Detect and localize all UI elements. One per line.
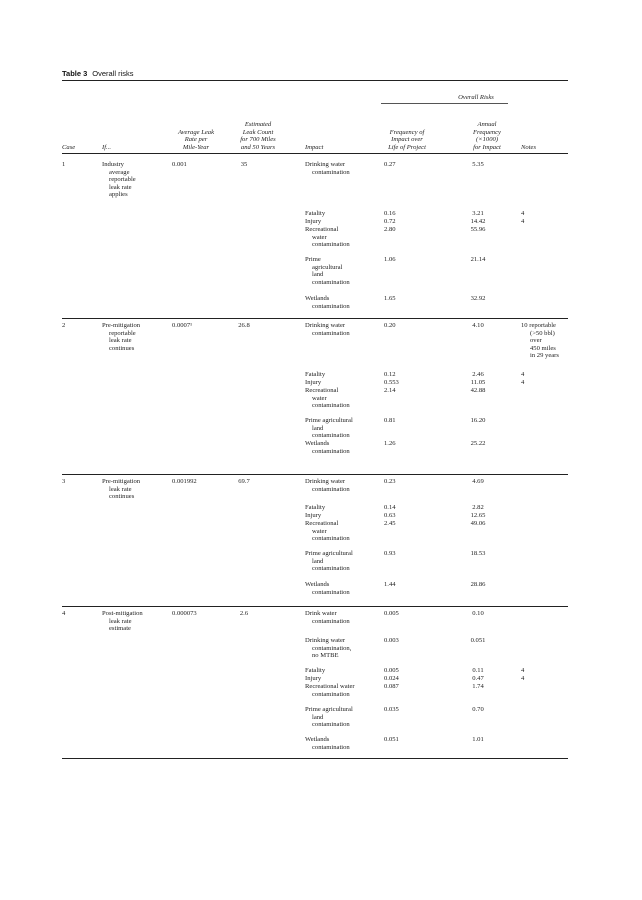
impact-annual-frequency: 1.74 <box>472 683 484 690</box>
impact-label: Drinking water <box>305 637 346 644</box>
case-note: 450 miles <box>530 344 556 352</box>
case-leak-count: 26.8 <box>238 322 250 329</box>
impact-label: Prime agricultural <box>305 417 353 424</box>
impact-label: Recreational water <box>305 683 355 690</box>
header-rule <box>62 153 568 154</box>
impact-annual-frequency: 32.92 <box>470 295 486 302</box>
impact-frequency: 2.14 <box>384 387 396 394</box>
header-freq-life-2: Life of Project <box>388 144 426 151</box>
impact-note: 4 <box>521 379 525 386</box>
impact-label: no MTBE <box>312 652 339 660</box>
impact-annual-frequency: 0.10 <box>472 610 484 617</box>
impact-label: agricultural <box>312 263 343 271</box>
case-number: 1 <box>62 161 66 168</box>
impact-label: land <box>312 713 324 721</box>
impact-annual-frequency: 3.21 <box>472 210 484 217</box>
case-condition: Industry <box>102 161 124 168</box>
header-annual-0: Annual <box>477 121 497 129</box>
impact-frequency: 0.005 <box>384 667 399 674</box>
impact-frequency: 0.087 <box>384 683 399 690</box>
impact-label: Drink water <box>305 610 337 617</box>
impact-frequency: 0.005 <box>384 610 399 617</box>
top-rule <box>62 80 568 81</box>
impact-annual-frequency: 0.11 <box>472 667 484 674</box>
impact-label: Drinking water <box>305 322 346 329</box>
case-number: 2 <box>62 322 66 329</box>
impact-label: Wetlands <box>305 440 330 447</box>
impact-frequency: 0.20 <box>384 322 396 329</box>
impact-label: contamination <box>312 743 350 751</box>
impact-frequency: 0.12 <box>384 371 396 378</box>
impact-label: Fatality <box>305 667 326 674</box>
impact-frequency: 0.14 <box>384 504 396 511</box>
impact-annual-frequency: 0.051 <box>470 637 486 644</box>
impact-annual-frequency: 55.96 <box>470 226 486 233</box>
impact-label: Drinking water <box>305 478 346 485</box>
impact-frequency: 1.06 <box>384 256 396 263</box>
case-condition: Post-mitigation <box>102 610 143 617</box>
header-annual-1: Frequency <box>473 128 501 136</box>
impact-label: land <box>312 271 324 279</box>
case-condition: estimate <box>109 625 131 633</box>
impact-label: contamination <box>312 402 350 410</box>
impact-label: water <box>312 233 327 241</box>
impact-annual-frequency: 25.22 <box>470 440 486 447</box>
impact-label: contamination <box>312 302 350 310</box>
impact-frequency: 0.81 <box>384 417 396 424</box>
impact-annual-frequency: 16.20 <box>470 417 486 424</box>
impact-label: Injury <box>305 675 322 682</box>
case-leak-rate: 0.001 <box>172 161 187 168</box>
impact-label: contamination <box>312 329 350 337</box>
header-leak-count-3: and 50 Years <box>240 144 276 151</box>
case-condition: leak rate <box>109 617 132 625</box>
impact-frequency: 0.63 <box>384 512 396 519</box>
impact-annual-frequency: 4.10 <box>472 322 484 329</box>
case-condition: leak rate <box>109 485 132 493</box>
impact-annual-frequency: 28.86 <box>470 581 486 588</box>
impact-frequency: 0.003 <box>384 637 399 644</box>
impact-note: 4 <box>521 371 525 378</box>
header-leak-rate-1: Rate per <box>184 136 208 144</box>
impact-label: Wetlands <box>305 581 330 588</box>
case-note: in 29 years <box>530 352 559 360</box>
case-condition: leak rate <box>109 183 132 191</box>
impact-label: Injury <box>305 512 322 519</box>
impact-annual-frequency: 1.01 <box>472 736 484 743</box>
impact-frequency: 0.93 <box>384 550 396 557</box>
header-leak-count-0: Estimated <box>244 121 272 129</box>
impact-annual-frequency: 5.35 <box>472 161 484 168</box>
header-impact: Impact <box>305 144 324 151</box>
header-freq-life-0: Frequency of <box>389 128 425 136</box>
impact-label: contamination <box>312 432 350 440</box>
case-number: 3 <box>62 478 66 485</box>
impact-annual-frequency: 49.06 <box>470 520 486 527</box>
impact-label: land <box>312 557 324 565</box>
impact-frequency: 0.23 <box>384 478 396 485</box>
impact-annual-frequency: 42.88 <box>470 387 486 394</box>
header-annual-3: for Impact <box>473 144 501 151</box>
case-condition: Pre-mitigation <box>102 478 141 485</box>
case-separator <box>62 474 568 475</box>
impact-frequency: 0.024 <box>384 675 399 682</box>
header-overall-risks: Overall Risks <box>458 94 494 101</box>
impact-annual-frequency: 14.42 <box>470 218 486 225</box>
impact-label: contamination <box>312 565 350 573</box>
impact-label: Fatality <box>305 210 326 217</box>
impact-note: 4 <box>521 218 525 225</box>
impact-annual-frequency: 4.69 <box>472 478 484 485</box>
impact-label: contamination <box>312 241 350 249</box>
impact-frequency: 1.65 <box>384 295 396 302</box>
impact-note: 4 <box>521 210 525 217</box>
bottom-rule <box>62 758 568 759</box>
case-condition: reportable <box>109 176 136 184</box>
impact-label: Drinking water <box>305 161 346 168</box>
case-note: 10 reportable <box>521 322 556 329</box>
impact-frequency: 2.80 <box>384 226 396 233</box>
header-notes: Notes <box>521 144 537 151</box>
case-leak-rate: 0.000073 <box>172 610 197 617</box>
table-caption: Overall risks <box>92 69 134 78</box>
impact-label: contamination, <box>312 644 352 652</box>
case-note: (>50 bbl) <box>530 329 555 337</box>
impact-label: contamination <box>312 588 350 596</box>
impact-annual-frequency: 2.46 <box>472 371 484 378</box>
impact-annual-frequency: 11.05 <box>470 379 486 386</box>
impact-note: 4 <box>521 667 525 674</box>
case-condition: reportable <box>109 329 136 337</box>
impact-frequency: 0.051 <box>384 736 399 743</box>
table-title <box>62 69 134 78</box>
case-separator <box>62 318 568 319</box>
impact-label: Injury <box>305 218 322 225</box>
case-leak-rate: 0.001992 <box>172 478 197 485</box>
impact-frequency: 0.553 <box>384 379 399 386</box>
impact-annual-frequency: 18.53 <box>470 550 486 557</box>
impact-frequency: 0.72 <box>384 218 396 225</box>
impact-label: land <box>312 424 324 432</box>
impact-label: Fatality <box>305 371 326 378</box>
case-condition: applies <box>109 191 128 199</box>
case-leak-count: 35 <box>240 161 248 168</box>
impact-label: contamination <box>312 485 350 493</box>
table-label: Table 3 <box>62 69 88 78</box>
case-condition: continues <box>109 493 135 501</box>
impact-label: Wetlands <box>305 295 330 302</box>
impact-frequency: 0.16 <box>384 210 396 217</box>
impact-frequency: 0.035 <box>384 706 399 713</box>
case-separator <box>62 606 568 607</box>
impact-annual-frequency: 21.14 <box>470 256 486 263</box>
impact-annual-frequency: 12.65 <box>470 512 486 519</box>
impact-frequency: 2.45 <box>384 520 396 527</box>
impact-label: contamination <box>312 168 350 176</box>
case-note: over <box>530 337 542 345</box>
impact-label: Recreational <box>305 387 339 394</box>
impact-label: Recreational <box>305 520 339 527</box>
impact-label: Prime <box>305 256 321 263</box>
case-condition: average <box>109 168 130 176</box>
header-if: If... <box>102 144 111 151</box>
impact-label: Injury <box>305 379 322 386</box>
impact-label: water <box>312 394 327 402</box>
impact-label: water <box>312 527 327 535</box>
impact-frequency: 1.26 <box>384 440 396 447</box>
case-leak-count: 2.6 <box>239 610 249 617</box>
impact-label: contamination <box>312 721 350 729</box>
header-freq-life-1: Impact over <box>391 136 423 144</box>
case-condition: Pre-mitigation <box>102 322 141 329</box>
header-annual-2: (×1000) <box>475 136 499 144</box>
header-leak-count-1: Leak Count <box>242 128 274 136</box>
impact-annual-frequency: 0.70 <box>472 706 484 713</box>
header-leak-count-2: for 700 Miles <box>240 136 276 144</box>
header-case: Case <box>62 144 76 151</box>
impact-note: 4 <box>521 675 525 682</box>
header-leak-rate-0: Average Leak <box>177 128 215 136</box>
impact-label: Wetlands <box>305 736 330 743</box>
impact-label: contamination <box>312 535 350 543</box>
impact-frequency: 0.27 <box>384 161 396 168</box>
case-leak-count: 69.7 <box>238 478 250 485</box>
impact-label: Recreational <box>305 226 339 233</box>
header-leak-rate-2: Mile-Year <box>182 144 210 151</box>
case-condition: continues <box>109 344 135 352</box>
impact-label: contamination <box>312 278 350 286</box>
impact-label: contamination <box>312 617 350 625</box>
case-leak-rate: 0.0007¹ <box>172 322 193 329</box>
case-number: 4 <box>62 610 66 617</box>
impact-annual-frequency: 0.47 <box>472 675 484 682</box>
impact-frequency: 1.44 <box>384 581 396 588</box>
impact-label: Fatality <box>305 504 326 511</box>
impact-label: Prime agricultural <box>305 706 353 713</box>
header-group-underline <box>381 103 508 104</box>
impact-label: contamination <box>312 690 350 698</box>
impact-label: Prime agricultural <box>305 550 353 557</box>
case-condition: leak rate <box>109 337 132 345</box>
impact-label: contamination <box>312 447 350 455</box>
impact-annual-frequency: 2.82 <box>472 504 484 511</box>
